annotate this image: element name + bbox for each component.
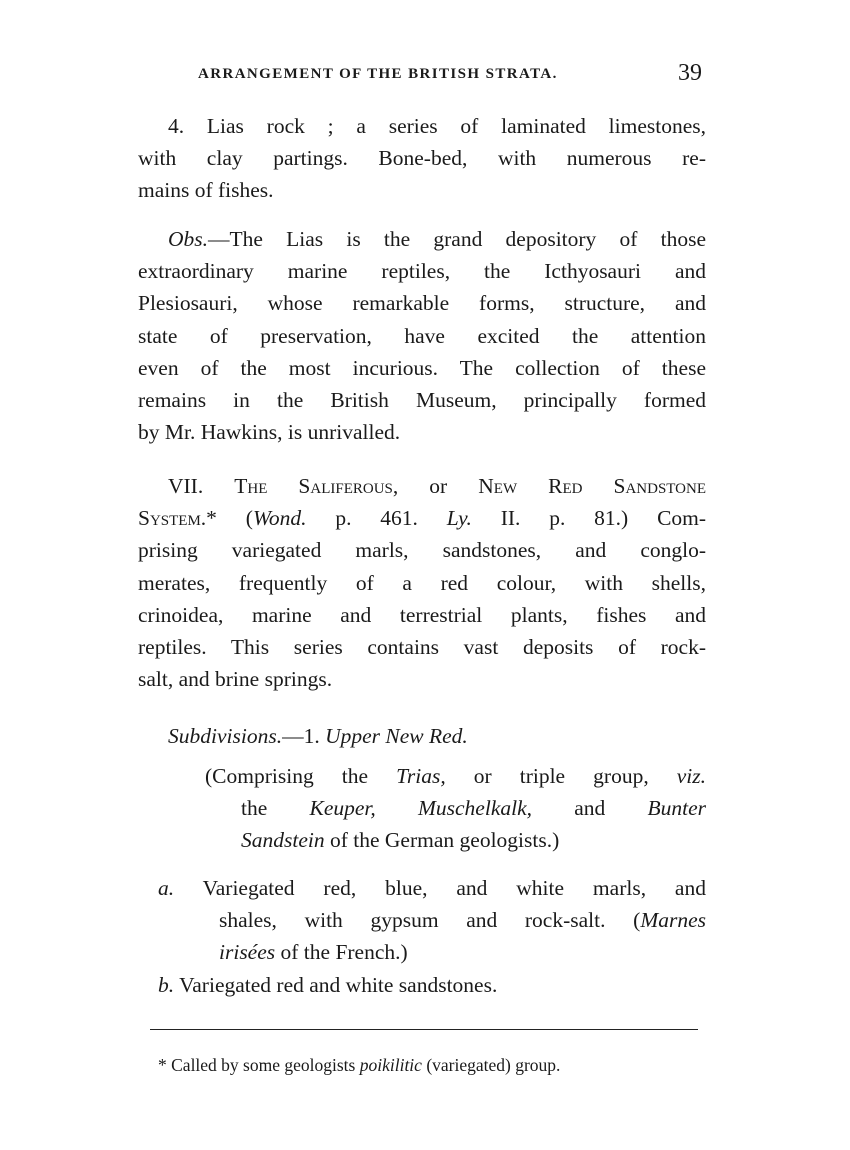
text-line: with clay partings. Bone-bed, with numerous re- [138,146,706,171]
paragraph-lias-rock [138,110,706,207]
term: Bunter [647,796,706,821]
text-line: state of preservation, have excited the attention [138,323,706,348]
reference-name: Wond. [252,506,307,531]
item-marker: a. [158,876,175,900]
comprising-note [205,760,706,857]
text-line [205,792,706,824]
obs-label: Obs. [168,227,209,251]
text-span: of the German geologists.) [329,828,560,853]
text-line: even of the most incurious. The collection of these [138,355,706,380]
text-span: ( [245,506,253,531]
reference-name: Ly. [446,506,472,531]
term: irisées [219,940,276,965]
subdivisions-label: Subdivisions. [168,724,283,748]
section-title: System.* [138,506,217,531]
text-span: shales, with gypsum and rock-salt. ( [219,908,641,933]
text-span: or triple group, [473,764,649,788]
subdivision-title: Upper New Red. [325,724,468,748]
text-span: of the French.) [280,940,408,965]
text-span: II. p. 81.) [500,506,629,531]
text-line [158,936,706,968]
term: Sandstein [241,828,325,853]
text-line [205,824,706,856]
running-title: ARRANGEMENT OF THE BRITISH STRATA. [198,66,558,82]
text-span: Com- [657,506,707,531]
text-line [138,502,706,534]
text-line: merates, frequently of a red colour, with shells, [138,570,706,595]
text-line [138,223,706,255]
text-span: (variegated) group. [426,1055,561,1075]
text-line: 4. Lias rock ; a series of laminated limestones, [168,114,706,138]
text-line [138,470,706,502]
subdivisions-heading [138,720,706,752]
list-item-b [158,969,706,1001]
text-line [158,904,706,936]
text-line: mains of fishes. [138,178,274,203]
text-line: prising variegated marls, sandstones, and conglo- [138,538,706,563]
paragraph-saliferous-system [138,470,706,695]
text-span: —1. [282,724,320,748]
text-span: or [429,474,448,498]
text-line: reptiles. This series contains vast deposits of rock- [138,635,706,660]
text-span: p. 461. [335,506,418,531]
paragraph-observation [138,223,706,448]
text-line: extraordinary marine reptiles, the Icthyosauri and [138,259,706,284]
term: Trias, [396,764,446,788]
subdivision-items [158,872,706,1001]
term: poikilitic [359,1055,422,1075]
term: viz. [676,764,707,788]
text-line: salt, and brine springs. [138,667,333,692]
text-span: * Called by some geologists [158,1055,356,1075]
text-span: (Comprising the [205,764,369,788]
text-line: crinoidea, marine and terrestrial plants, fishes and [138,602,706,627]
section-title: New Red Sandstone [478,474,707,498]
section-title: The Saliferous, [234,474,399,498]
text-span: the [241,796,268,821]
text-span: Variegated red, blue, and white marls, and [202,876,706,900]
list-item-a [158,872,706,904]
text-span: and [574,796,606,821]
section-numeral: VII. [168,474,204,498]
text-span: Variegated red and white sandstones. [179,972,498,997]
text-line [205,760,706,792]
page-number: 39 [678,60,702,86]
text-line [138,720,706,752]
footnote-divider [150,1029,698,1030]
text-line: remains in the British Museum, principally formed [138,388,706,413]
text-line: by Mr. Hawkins, is unrivalled. [138,420,401,445]
term: Marnes [640,908,706,933]
term: Keuper, [309,796,376,821]
text-span: —The Lias is the grand depository of those [208,227,706,251]
text-line: Plesiosauri, whose remarkable forms, structure, and [138,291,706,316]
term: Muschelkalk, [417,796,533,821]
footnote [158,1055,560,1076]
page-header [198,60,708,92]
item-marker: b. [158,972,175,997]
